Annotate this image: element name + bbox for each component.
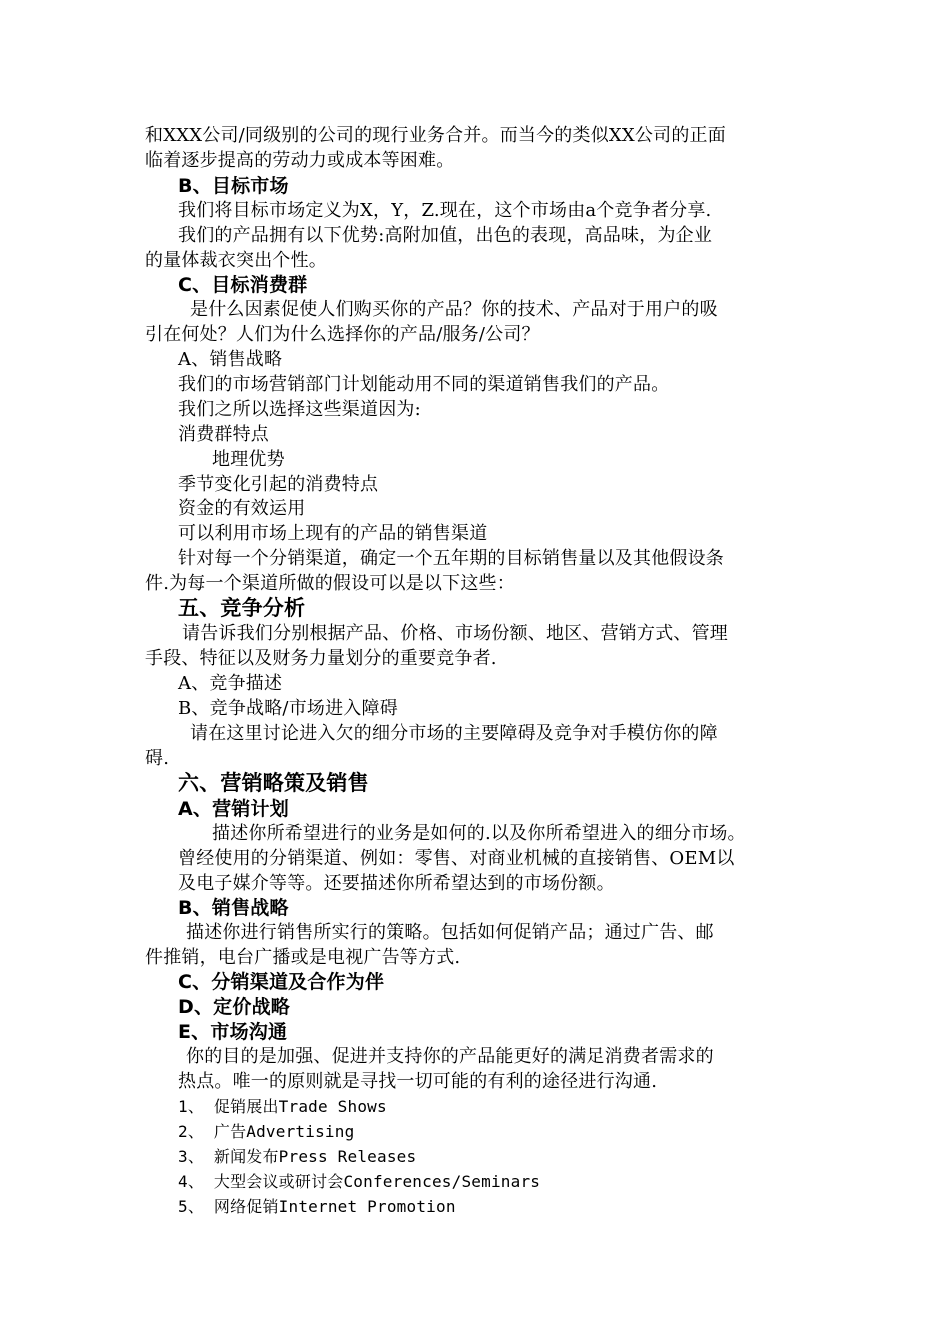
list-item: 地理优势 xyxy=(212,449,285,470)
body-text-line: 件推销，电台广播或是电视广告等方式. xyxy=(145,947,461,968)
body-text-line: 临着逐步提高的劳动力或成本等困难。 xyxy=(145,150,455,171)
body-text-line: 请告诉我们分别根据产品、价格、市场份额、地区、营销方式、管理 xyxy=(182,623,728,644)
body-text-line: 引在何处？人们为什么选择你的产品/服务/公司？ xyxy=(145,324,540,345)
list-item: 资金的有效运用 xyxy=(178,498,306,519)
body-text-line: 碍. xyxy=(145,748,170,769)
body-text-line: 我们将目标市场定义为X，Y，Z.现在，这个市场由a个竞争者分享. xyxy=(178,200,712,221)
body-text-line: 描述你进行销售所实行的策略。包括如何促销产品；通过广告、邮 xyxy=(186,922,714,943)
body-text-line: 我们之所以选择这些渠道因为: xyxy=(178,399,421,420)
subsection-label: A、竞争描述 xyxy=(178,673,283,694)
body-text-line: 我们的产品拥有以下优势:高附加值，出色的表现，高品味，为企业 xyxy=(178,225,713,246)
section-heading: A、营销计划 xyxy=(178,798,289,820)
section-heading: E、市场沟通 xyxy=(178,1021,288,1043)
section-heading: C、分销渠道及合作为伴 xyxy=(178,971,385,993)
numbered-list-item: 2、 广告Advertising xyxy=(178,1122,355,1141)
list-item: 季节变化引起的消费特点 xyxy=(178,474,379,495)
chapter-heading: 五、竞争分析 xyxy=(178,596,306,620)
body-text-line: 描述你所希望进行的业务是如何的.以及你所希望进入的细分市场。 xyxy=(212,823,746,844)
list-item: 可以利用市场上现有的产品的销售渠道 xyxy=(178,523,488,544)
numbered-list-item: 3、 新闻发布Press Releases xyxy=(178,1147,417,1166)
body-text-line: 是什么因素促使人们购买你的产品？你的技术、产品对于用户的吸 xyxy=(190,299,718,320)
section-heading: B、目标市场 xyxy=(178,175,289,197)
body-text-line: 及电子媒介等等。还要描述你所希望达到的市场份额。 xyxy=(178,873,615,894)
numbered-list-item: 4、 大型会议或研讨会Conferences/Seminars xyxy=(178,1172,541,1191)
chapter-heading: 六、营销略策及销售 xyxy=(178,771,369,795)
section-heading: D、定价战略 xyxy=(178,996,290,1018)
subsection-label: B、竞争战略/市场进入障碍 xyxy=(178,698,398,719)
body-text-line: 针对每一个分销渠道，确定一个五年期的目标销售量以及其他假设条 xyxy=(178,548,724,569)
body-text-line: 热点。唯一的原则就是寻找一切可能的有利的途径进行沟通. xyxy=(178,1071,658,1092)
body-text-line: 我们的市场营销部门计划能动用不同的渠道销售我们的产品。 xyxy=(178,374,670,395)
list-item: 消费群特点 xyxy=(178,424,269,445)
body-text-line: 的量体裁衣突出个性。 xyxy=(145,250,327,271)
section-heading: B、销售战略 xyxy=(178,897,289,919)
body-text-line: 曾经使用的分销渠道、例如：零售、对商业机械的直接销售、OEM以 xyxy=(178,848,735,869)
numbered-list-item: 5、 网络促销Internet Promotion xyxy=(178,1197,456,1216)
body-text-line: 和XXX公司/同级别的公司的现行业务合并。而当今的类似XX公司的正面 xyxy=(145,125,726,146)
section-heading: C、目标消费群 xyxy=(178,274,308,296)
body-text-line: 你的目的是加强、促进并支持你的产品能更好的满足消费者需求的 xyxy=(186,1046,714,1067)
subsection-label: A、销售战略 xyxy=(178,349,283,370)
body-text-line: 手段、特征以及财务力量划分的重要竞争者. xyxy=(145,648,497,669)
body-text-line: 件.为每一个渠道所做的假设可以是以下这些： xyxy=(145,573,515,594)
numbered-list-item: 1、 促销展出Trade Shows xyxy=(178,1097,387,1116)
body-text-line: 请在这里讨论进入欠的细分市场的主要障碍及竞争对手模仿你的障 xyxy=(190,723,718,744)
